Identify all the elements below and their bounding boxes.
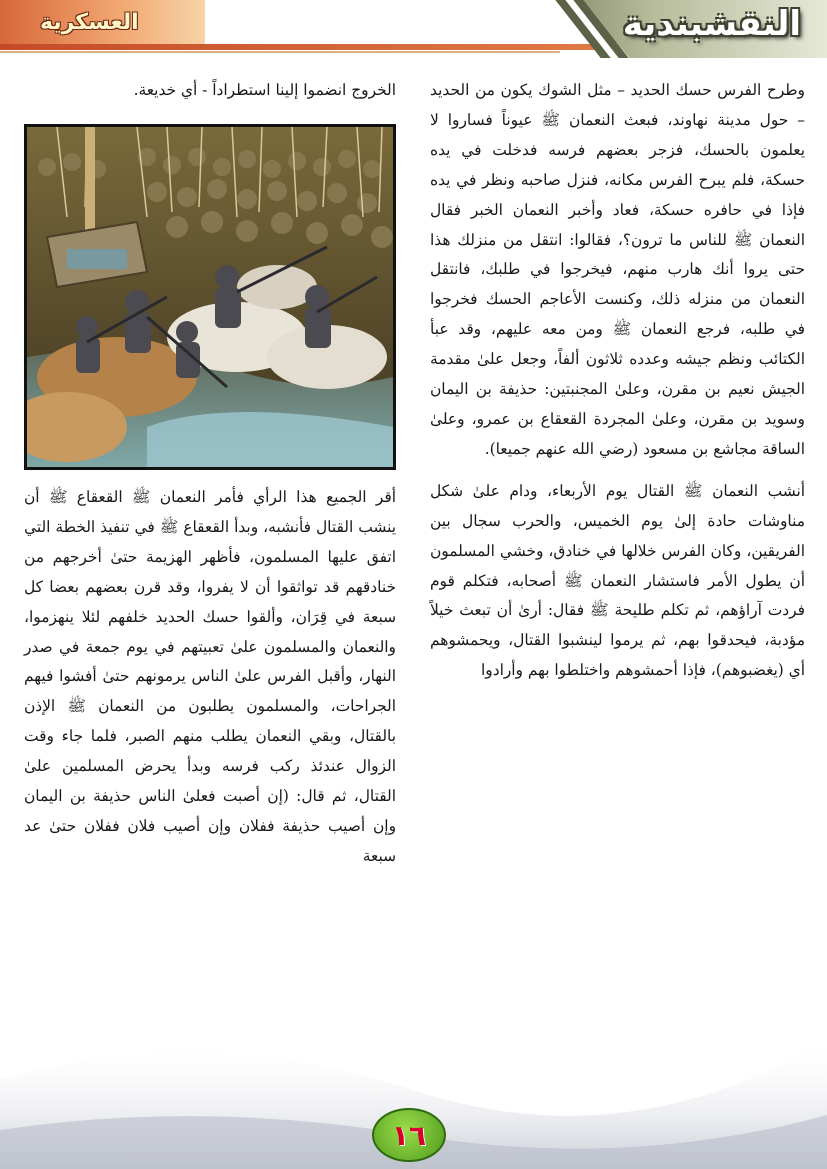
left-column-bottom	[24, 483, 396, 884]
left-column-top	[24, 76, 396, 118]
magazine-title: النقشبندية	[622, 4, 801, 44]
page-header	[0, 0, 827, 62]
paragraph-continuation: الخروج انضموا إلينا استطراداً - أي خديعة.	[133, 81, 396, 99]
header-divider	[0, 44, 600, 50]
page-number: ١٦	[372, 1108, 446, 1162]
right-column	[430, 76, 805, 698]
paragraph: وطرح الفرس حسك الحديد – مثل الشوك يكون من الحديد – حول مدينة نهاوند، فبعث النعمان ﷺ عيوناً فساروا لا يعلمون بالحسك، فزجر بعضهم فرسه فدخلت في يده حسكة، فلم يبرح الفرس مكانه، فنزل صاحبه ونظر في يده فإذا في حافره حسكة، فعاد وأخبر النعمان الخبر فقال النعمان ﷺ للناس ما ترون؟، فقالوا: انتقل من منزلك هذا حتى يروا أنك هارب منهم، فيخرجوا في طلبك، فانتقل النعمان من منزله ذلك، وكنست الأعاجم الحسك فخرجوا في طلبه، فرجع النعمان ﷺ ومن معه عليهم، وقد عبأ الكتائب ونظم جيشه وعدده ثلاثون ألفاً، وجعل علىٰ مقدمة الجيش نعيم بن مقرن، وعلىٰ المجنبتين: حذيفة بن اليمان وسويد بن مقرن، وعلىٰ المجردة القعقاع بن عمرو، وعلىٰ الساقة مجاشع بن مسعود (رضي الله عنهم جميعا).	[430, 81, 806, 458]
paragraph: أقر الجميع هذا الرأي فأمر النعمان ﷺ القعقاع ﷺ أن ينشب القتال فأنشبه، وبدأ القعقاع ﷺ في تنفيذ الخطة التي اتفق عليها المسلمون، فأظهر الهزيمة حتىٰ أخرجهم من خنادقهم قد تواثقوا أن لا يفروا، وقد قرن بعضهم بعضا كل سبعة في قِرَان، وألقوا حسك الحديد خلفهم لئلا ينهزموا، والنعمان والمسلمون علىٰ تعبيتهم في يوم جمعة في صدر النهار، وأقبل الفرس علىٰ الناس يرمونهم حتىٰ أفشوا فيهم الجراحات، والمسلمون يطلبون من النعمان ﷺ الإذن بالقتال، وبقي النعمان يطلب منهم الصبر، فلما جاء وقت الزوال عندئذ ركب فرسه وبدأ يحرض المسلمين علىٰ القتال، ثم قال: (إن أصبت فعلىٰ الناس حذيفة بن اليمان وإن أصيب حذيفة ففلان وإن أصيب فلان ففلان حتىٰ عد سبعة	[24, 488, 396, 865]
section-title: العسكرية	[40, 10, 139, 35]
battle-painting	[24, 124, 396, 470]
header-divider-thin	[0, 51, 560, 53]
section-banner	[0, 0, 205, 46]
battle-painting-graphic	[27, 127, 393, 467]
paragraph: أنشب النعمان ﷺ القتال يوم الأربعاء، ودام علىٰ شكل مناوشات حادة إلىٰ يوم الخميس، والحرب سجال بين الفريقين، وكان الفرس خلالها في خنادق، وخشي المسلمون أن يطول الأمر فاستشار النعمان ﷺ أصحابه، فتكلم قوم فردت آراؤهم، ثم تكلم طليحة ﷺ فقال: أرىٰ أن تبعث خيلاً مؤدبة، فيحدقوا بهم، ثم يرموا لينشبوا القتال، ويحمشوهم أي (يغضبوهم)، فإذا أحمشوهم واختلطوا بهم وأرادوا	[430, 481, 805, 680]
